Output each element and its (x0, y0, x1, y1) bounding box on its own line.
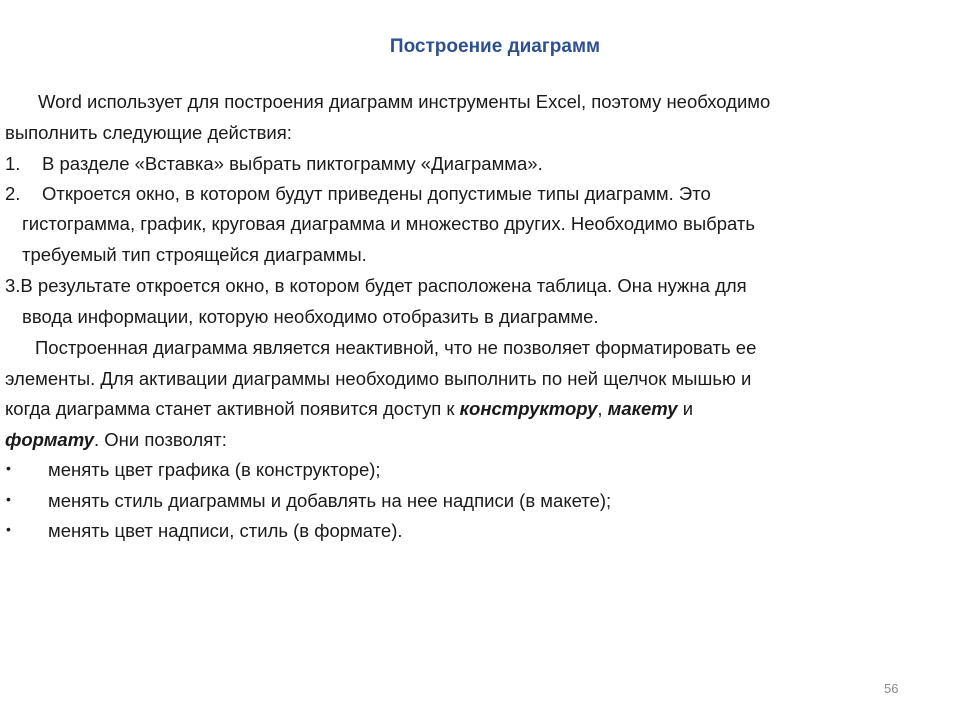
term-constructor: конструктору (459, 398, 598, 419)
paragraph-2-line-3-text: когда диаграмма станет активной появится доступ к (5, 398, 460, 419)
paragraph-2-line-2: элементы. Для активации диаграммы необходимо выполнить по ней щелчок мышью и (5, 368, 752, 389)
step-3-line-1: 3.В результате откроется окно, в котором будет расположена таблица. Она нужна для (5, 275, 747, 296)
step-2-number: 2. (5, 183, 21, 204)
bullet-item-3: менять цвет надписи, стиль (в формате). (48, 520, 403, 541)
step-2-line-2: гистограмма, график, круговая диаграмма и множество других. Необходимо выбрать (22, 213, 755, 234)
paragraph-2-line-1: Построенная диаграмма является неактивной, что не позволяет форматировать ее (35, 337, 757, 358)
bullet-icon: • (6, 491, 11, 507)
separator-comma: , (597, 398, 608, 419)
bullet-item-1: менять цвет графика (в конструкторе); (48, 459, 381, 480)
separator-and: и (677, 398, 694, 419)
bullet-icon: • (6, 460, 11, 476)
bullet-item-2: менять стиль диаграммы и добавлять на нее надписи (в макете); (48, 490, 612, 511)
term-layout: макету (607, 398, 678, 419)
paragraph-2-line-4 (5, 429, 227, 451)
step-1-text: В разделе «Вставка» выбрать пиктограмму «Диаграмма». (42, 153, 543, 174)
step-2-line-3: требуемый тип строящейся диаграммы. (22, 244, 367, 265)
intro-line-2: выполнить следующие действия: (5, 122, 292, 143)
page-title: Построение диаграмм (389, 36, 601, 57)
bullet-icon: • (6, 521, 11, 537)
step-2-line-1: Откроется окно, в котором будут приведены допустимые типы диаграмм. Это (42, 183, 711, 204)
step-3-line-2: ввода информации, которую необходимо отобразить в диаграмме. (22, 306, 599, 327)
step-1-number: 1. (5, 153, 21, 174)
page-number: 56 (884, 681, 899, 696)
paragraph-2-line-3 (5, 398, 693, 420)
intro-line-1: Word использует для построения диаграмм инструменты Excel, поэтому необходимо (38, 91, 771, 112)
term-format: формату (5, 429, 94, 450)
paragraph-2-line-4-text: . Они позволят: (93, 429, 227, 450)
